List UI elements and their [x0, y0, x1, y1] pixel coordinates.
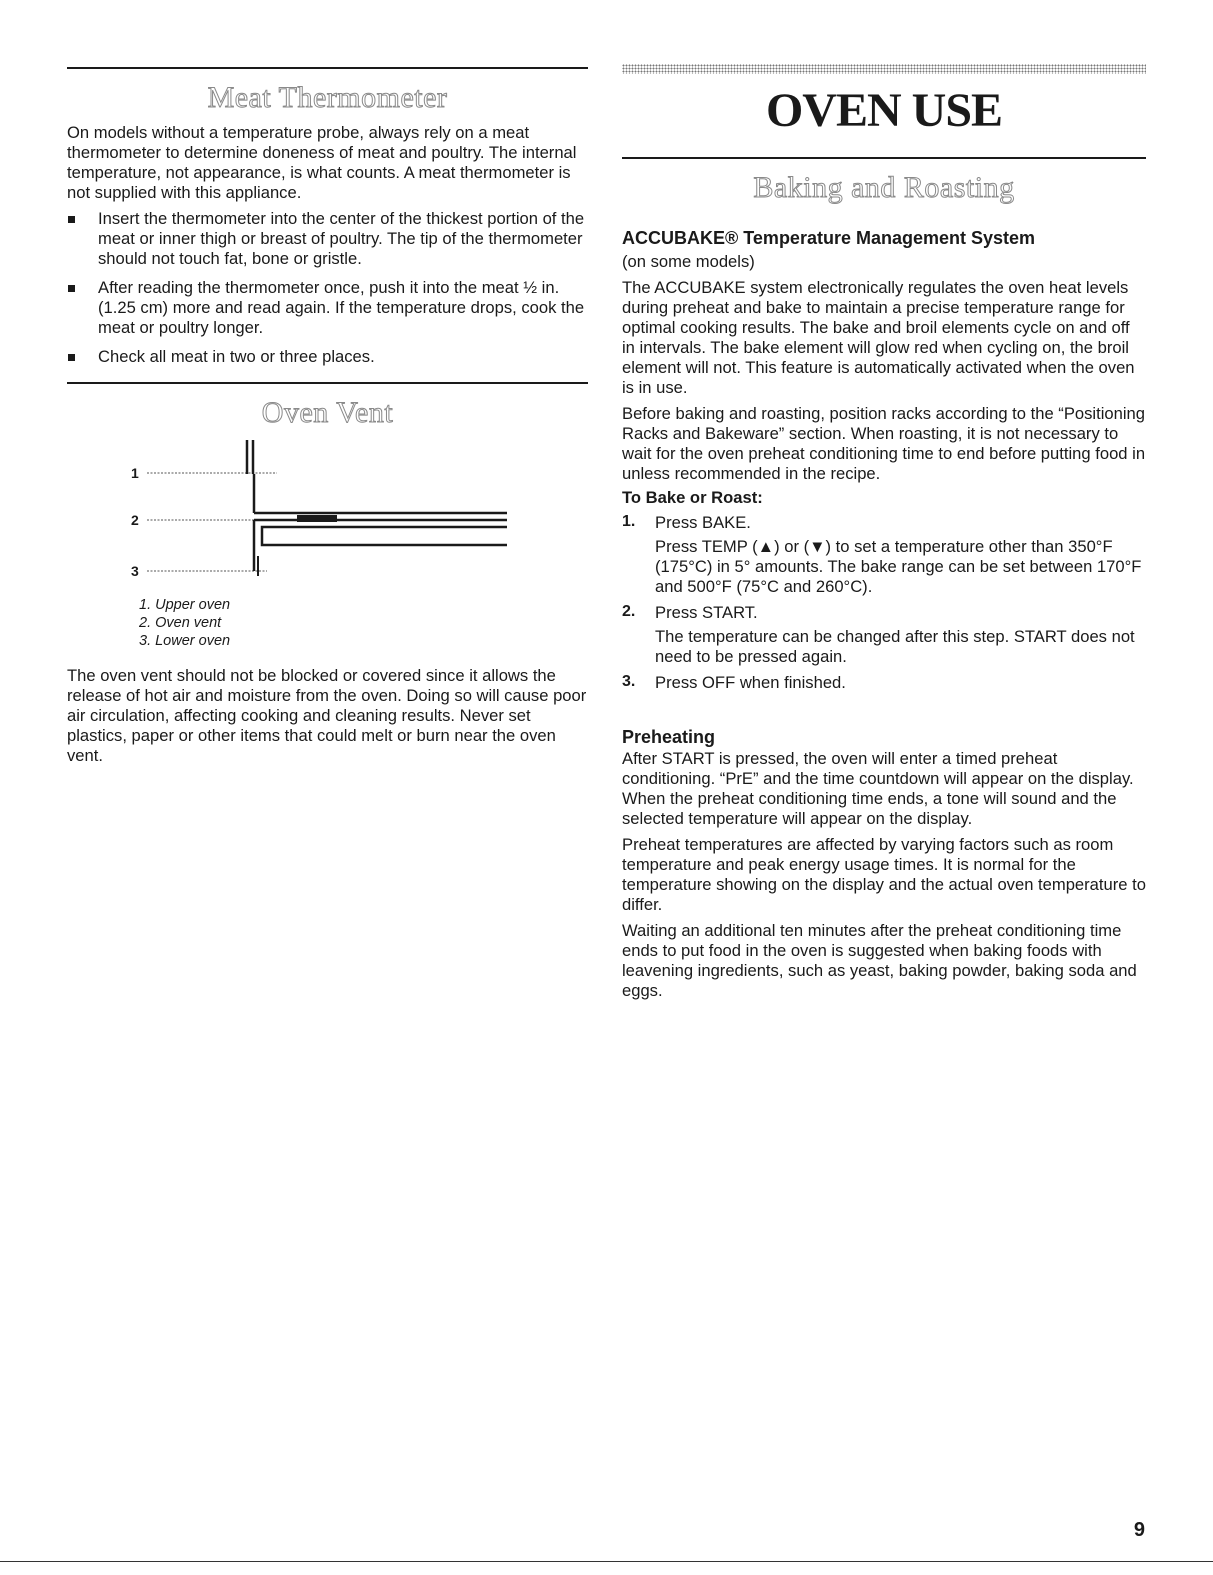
oven-vent-paragraph: The oven vent should not be blocked or covered since it allows the release of hot air and moisture from the oven. Doing so will cause poor air circulation, affecting cooking and cleaning results. Never set plastics, paper or other items that could melt or burn near the oven vent.	[67, 666, 587, 765]
section-rule	[67, 382, 588, 384]
header-dotted-bar	[622, 64, 1146, 74]
diagram-captions	[139, 596, 230, 650]
accubake-paragraph-1: The ACCUBAKE system electronically regulates the oven heat levels during preheat and bake to maintain a precise temperature range for optimal cooking results. The bake and broil elements cycle on and off in intervals. The bake element will glow red when cycling on, the broil element will not. This feature is automatically activated when the oven is in use.	[622, 278, 1135, 397]
diagram-label-1: 1	[131, 465, 139, 481]
section-rule	[67, 67, 588, 69]
oven-vent-diagram-svg	[127, 436, 507, 586]
accubake-heading: ACCUBAKE® Temperature Management System	[622, 228, 1036, 248]
bullet-item: Check all meat in two or three places.	[67, 347, 588, 367]
footer-rule	[0, 1561, 1213, 1562]
oven-vent-title: Oven Vent	[261, 396, 394, 429]
section-rule	[622, 157, 1146, 159]
meat-thermometer-title: Meat Thermometer	[207, 81, 448, 114]
step-number: 3.	[622, 673, 636, 690]
bake-roast-section	[622, 488, 1146, 699]
oven-use-title: OVEN USE	[765, 84, 1003, 137]
bullet-square-icon	[68, 216, 75, 223]
accubake-section	[622, 227, 1146, 484]
diagram-label-2: 2	[131, 512, 139, 528]
bullet-square-icon	[68, 285, 75, 292]
preheating-section	[622, 726, 1146, 1001]
diagram-label-3: 3	[131, 563, 139, 579]
preheat-paragraph-1: After START is pressed, the oven will enter a timed preheat conditioning. “PrE” and the time countdown will appear on the display. When the preheat conditioning time ends, a tone will sound and the selected temperature will appear on the display.	[622, 749, 1134, 828]
step-item: 2. Press START. The temperature can be changed after this step. START does not need to be pressed again.	[622, 603, 1135, 666]
bullet-square-icon	[68, 354, 75, 361]
caption-lower-oven: 3. Lower oven	[139, 633, 231, 649]
caption-upper-oven: 1. Upper oven	[139, 597, 231, 613]
preheating-heading: Preheating	[622, 727, 716, 747]
accubake-paragraph-2: Before baking and roasting, position racks according to the “Positioning Racks and Bakeware” section. When roasting, it is not necessary to wait for the oven preheat conditioning time to end before putting food in unless recommended in the recipe.	[622, 404, 1146, 483]
preheat-paragraph-2: Preheat temperatures are affected by varying factors such as room temperature and peak energy usage times. It is normal for the temperature showing on the display and the actual oven temperature to differ.	[622, 835, 1146, 914]
page-number: 9	[1133, 1519, 1145, 1541]
step-number: 1.	[622, 513, 636, 530]
meat-intro-paragraph: On models without a temperature probe, always rely on a meat thermometer to determine doneness of meat and poultry. The internal temperature, not appearance, is what counts. A meat thermometer is not supplied with this appliance.	[67, 123, 577, 202]
step-item: 1. Press BAKE. Press TEMP (▲) or (▼) to set a temperature other than 350°F (175°C) in 5° amounts. The bake range can be set between 170°F and 500°F (75°C and 260°C).	[622, 513, 1142, 596]
oven-vent-diagram	[127, 436, 507, 586]
caption-oven-vent: 2. Oven vent	[139, 615, 222, 631]
bake-roast-heading: To Bake or Roast:	[622, 488, 763, 507]
meat-bullet-list	[67, 209, 588, 376]
bullet-item: Insert the thermometer into the center of the thickest portion of the meat or inner thigh or breast of poultry. The tip of the thermometer should not touch fat, bone or gristle.	[67, 209, 588, 269]
accubake-subheading: (on some models)	[622, 252, 755, 271]
step-item: 3. Press OFF when finished.	[622, 673, 846, 692]
bullet-item: After reading the thermometer once, push it into the meat ½ in. (1.25 cm) more and read again. If the temperature drops, cook the meat or poultry longer.	[67, 278, 588, 338]
preheat-paragraph-3: Waiting an additional ten minutes after the preheat conditioning time ends to put food in the oven is suggested when baking foods with leavening ingredients, such as yeast, baking powder, baking soda and eggs.	[622, 921, 1137, 1000]
baking-roasting-title: Baking and Roasting	[753, 171, 1015, 204]
step-number: 2.	[622, 603, 636, 620]
